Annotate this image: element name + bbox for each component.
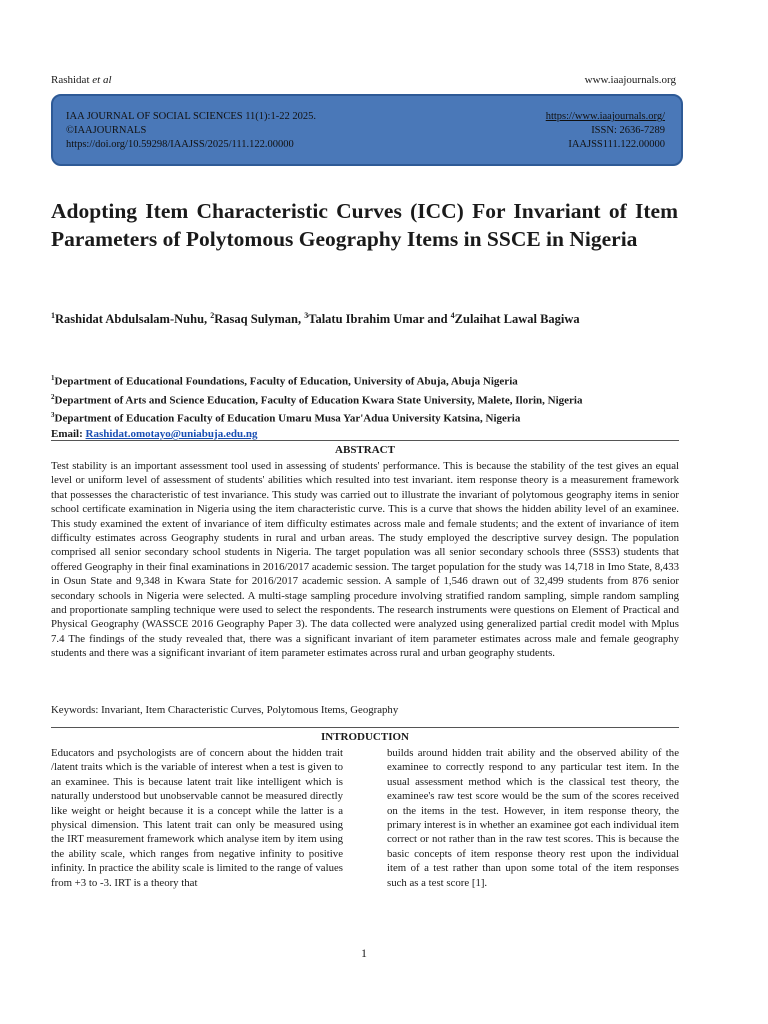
author-superscript: 4 — [450, 311, 455, 320]
affiliation-item — [51, 408, 681, 427]
keywords-line: Keywords: Invariant, Item Characteristic Curves, Polytomous Items, Geography — [51, 704, 399, 716]
introduction-left-column: Educators and psychologists are of concern about the hidden trait /latent traits which is the variable of interest when a test is given to an examinee. This is because latent trait like intelligent which is naturally understood but unobservable cannot be measured directly like weight or height because it is a concept while the latter is a physical dimension. This latent trait can only be measured using the IRT measurement framework which analyse item by item using the ability scale, which ranges from negative infinity to positive infinity. In practice the ability scale is limited to the range of values from +3 to -3. IRT is a theory that — [51, 747, 343, 889]
affiliation-text: Department of Educational Foundations, Faculty of Education, University of Abuja, Abuja Nigeria — [54, 375, 518, 388]
journal-banner — [51, 94, 683, 166]
running-header — [51, 74, 676, 86]
author-name: Zulaihat Lawal Bagiwa — [454, 312, 580, 327]
affiliation-list — [51, 371, 681, 427]
email-link[interactable]: Rashidat.omotayo@uniabuja.edu.ng — [85, 427, 258, 440]
running-header-author: Rashidat et al — [51, 74, 112, 86]
page-number: 1 — [361, 946, 367, 960]
journal-url-link[interactable]: https://www.iaajournals.org/ — [545, 111, 665, 122]
introduction-heading: INTRODUCTION — [320, 731, 409, 743]
author-separator: and — [424, 312, 451, 327]
affiliation-superscript: 3 — [51, 411, 55, 420]
email-line: Email: Rashidat.omotayo@uniabuja.edu.ng — [51, 427, 258, 440]
author-superscript: 2 — [210, 311, 215, 320]
affiliation-superscript: 2 — [51, 392, 55, 401]
introduction-right-column: builds around hidden trait ability and the observed ability of the examinee to correctly respond to any particular test item. In the usual assessment method which is the classical test theory, the examinee's raw test score would be the sum of the scores received on the items in the test. However, in item response theory, the primary interest is in whether an examinee got each individual item correct or not rather than in the raw test scores. This is because the basic concepts of item response theory rest upon the individual item of a test rather than upon some total of the item responses such as a test score [1]. — [387, 747, 679, 889]
author-superscript: 3 — [304, 311, 309, 320]
doi-line: https://doi.org/10.59298/IAAJSS/2025/111.122.00000 — [66, 139, 294, 150]
running-header-website: www.iaajournals.org — [584, 74, 676, 86]
abstract-heading: ABSTRACT — [335, 444, 395, 456]
affiliations — [51, 371, 681, 442]
author-separator: , — [204, 312, 211, 327]
issn-line: ISSN: 2636-7289 — [591, 125, 665, 136]
affiliation-text: Department of Arts and Science Education, Faculty of Education Kwara State University, Malete, Ilorin, Nigeria — [54, 394, 583, 407]
paper-title: Adopting Item Characteristic Curves (ICC) For Invariant of Item Parameters of Polytomous Geography Items in SSCE in Nigeria — [51, 199, 678, 251]
affiliation-text: Department of Education Faculty of Education Umaru Musa Yar'Adua University Katsina, Nigeria — [54, 412, 521, 425]
affiliation-superscript: 1 — [51, 374, 55, 382]
abstract-text: Test stability is an important assessment tool used in assessing of students' performance. This is because the stability of the test gives an equal level or uniform level of assessment of students' abilities which resulted into test invariant. item response theory is a measurement framework that possesses the characteristic of test invariance. This study was carried out to illustrate the invariant of polytomous geography items in senior school certificate examination in Nigeria using the item characteristic curve. This is a curve that shows the hidden ability level of an examinee. This study examined the extent of invariance of item difficulty estimates across male and female students; and the extent of invariance of item difficulty estimates across Geography students in rural and urban areas. The study employed the descriptive survey design. The population comprised all senior secondary school students in Nigeria. The target population was all senior secondary schools three (SSS3) students that offered Geography in their final examinations in 2016/2017 academic session. The target population for the study was 14,718 in Imo State, 8,433 in Osun State and 9,348 in Kwara State for 2016/2017 academic session. A sample of 1,546 drawn out of 32,499 students from 876 senior secondary schools in Nigeria were selected. A multi-stage sampling procedure involving stratified random sampling, simple random sampling and proportionate sampling technique were used to select the respondents. The research instruments were questions on Element of Practical and Physical Geography (WASSCE 2016 Geography Paper 3). The data collected were analyzed using generalized partial credit model with Mplus 7.4 The findings of the study revealed that, there was a significant invariant of item parameter estimates across male and female geography students and there was a significant invariant of item parameter estimates across rural and urban geography students. — [51, 460, 679, 660]
copyright-line: ©IAAJOURNALS — [66, 125, 147, 136]
author-name: Rasaq Sulyman — [214, 312, 298, 327]
author-name: Rashidat Abdulsalam-Nuhu — [55, 312, 205, 327]
author-list — [51, 307, 678, 328]
journal-line: IAA JOURNAL OF SOCIAL SCIENCES 11(1):1-22 2025. — [66, 111, 316, 122]
journal-code-line: IAAJSS111.122.00000 — [568, 139, 665, 150]
affiliation-item — [51, 390, 681, 409]
author-separator: , — [298, 312, 305, 327]
author-superscript: 1 — [51, 311, 55, 320]
affiliation-item — [51, 371, 681, 390]
abstract-top-rule — [51, 440, 679, 441]
introduction-top-rule — [51, 727, 679, 728]
author-name: Talatu Ibrahim Umar — [308, 312, 425, 327]
